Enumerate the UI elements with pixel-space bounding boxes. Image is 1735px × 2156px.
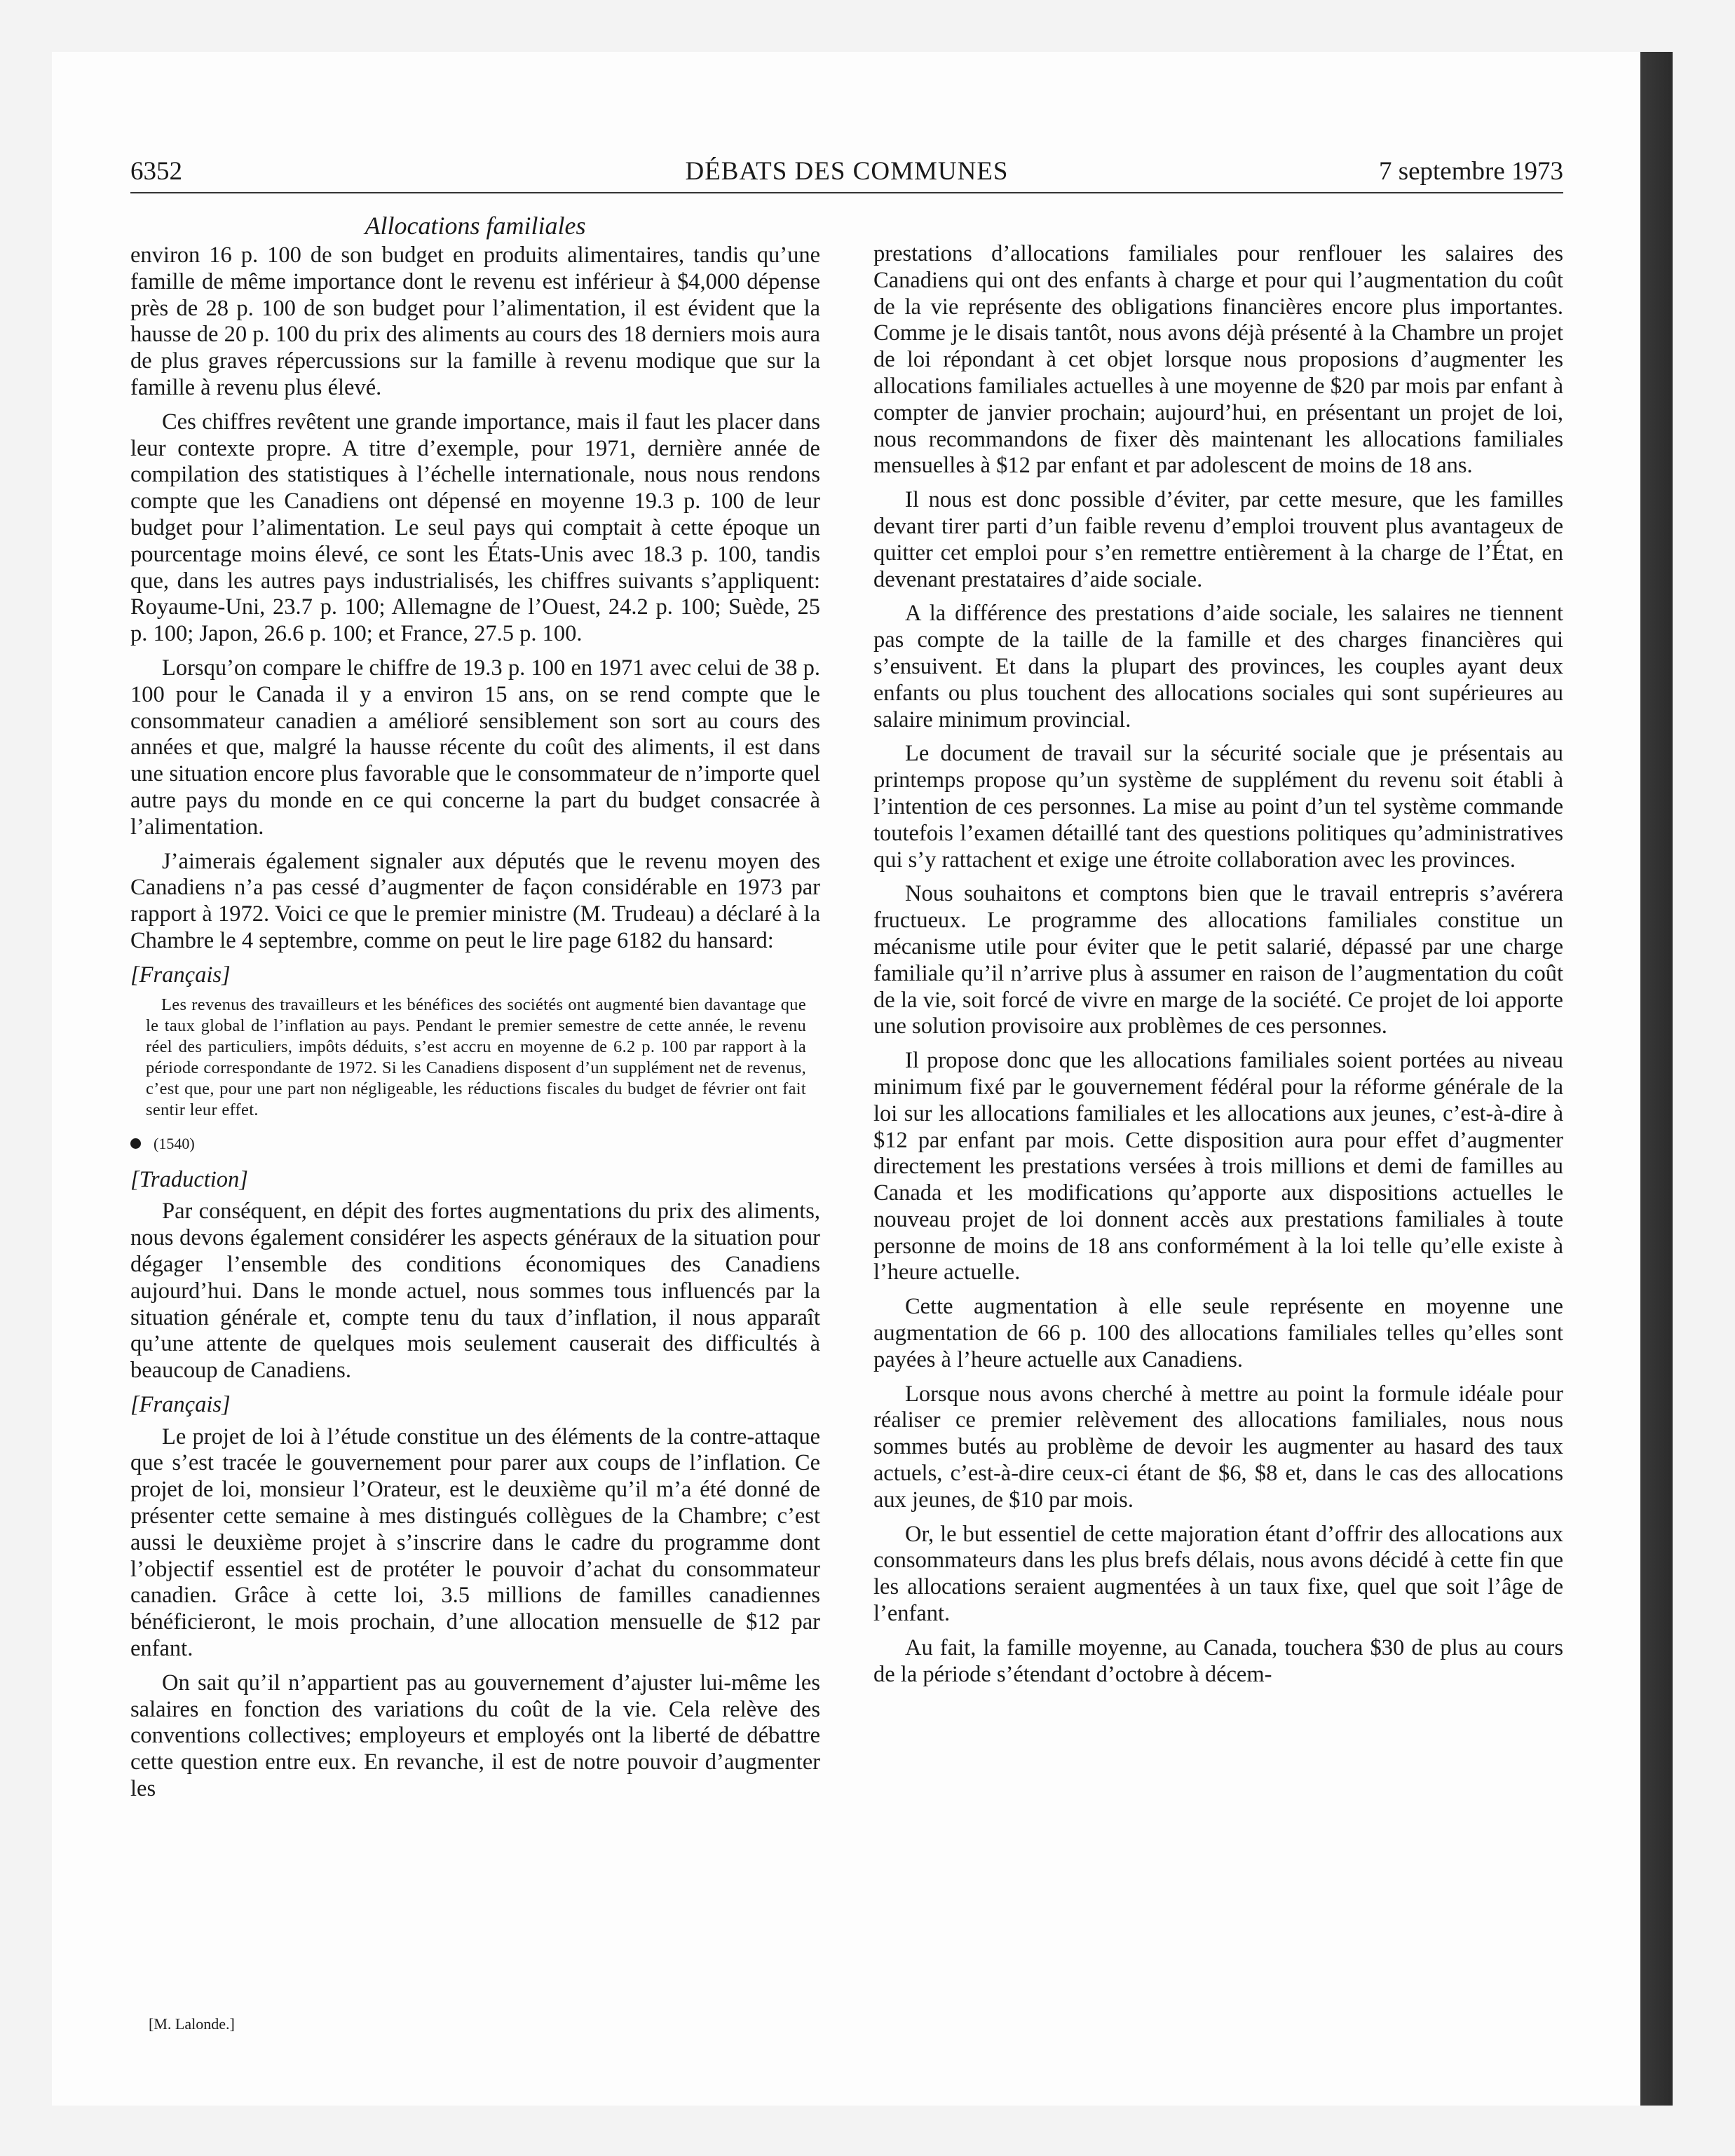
speaker-attribution: [M. Lalonde.] — [149, 2015, 235, 2033]
paragraph: Le projet de loi à l’étude constitue un des éléments de la contre-attaque que s’est tracée le gouvernement pour parer aux coups de l’inflation. Ce projet de loi, monsieur l’Orateur, est le deuxième qu’il m’a été donné de présenter cette semaine à mes distingués collègues de la Chambre; c’est aussi le deuxième projet à s’inscrire dans le cadre du programme dont l’objectif essentiel est de protéter le pouvoir d’achat du consommateur canadien. Grâce à cette loi, 3.5 millions de familles canadiennes bénéficieront, le mois prochain, d’une allocation mensuelle de $12 par enfant. — [130, 1424, 820, 1662]
language-marker: [Français] — [130, 1391, 231, 1417]
paragraph: Il nous est donc possible d’éviter, par cette mesure, que les familles devant tirer parti d’un faible revenu d’emploi trouvent plus avantageux de quitter cet emploi pour s’en remettre entièrement à la charge de l’État, en devenant prestataires d’aide sociale. — [873, 487, 1563, 592]
paragraph: Ces chiffres revêtent une grande importance, mais il faut les placer dans leur contexte propre. A titre d’exemple, pour 1971, dernière année de compilation des statistiques à l’échelle internationale, nous nous rendons compte que les Canadiens ont dépensé en moyenne 19.3 p. 100 de leur budget pour l’alimentation. Le seul pays qui comptait à cette époque un pourcentage moins élevé, ce sont les États-Unis avec 18.3 p. 100, tandis que, dans les autres pays industrialisés, les chiffres suivants s’appliquent: Royaume-Uni, 23.7 p. 100; Allemagne de l’Ouest, 24.2 p. 100; Suède, 25 p. 100; Japon, 26.6 p. 100; et France, 27.5 p. 100. — [130, 409, 820, 647]
time-marker — [130, 1133, 820, 1154]
page-header — [130, 156, 1563, 193]
paragraph: Le document de travail sur la sécurité sociale que je présentais au printemps propose qu’un système de supplément du revenu soit établi à l’intention de ces personnes. La mise au point d’un tel système commande toutefois l’examen détaillé tant des questions politiques qu’administratives qui s’y rattachent et exige une étroite collaboration avec les provinces. — [873, 741, 1563, 873]
right-column — [873, 241, 1563, 1696]
left-column — [130, 243, 820, 1810]
paragraph: Lorsque nous avons cherché à mettre au point la formule idéale pour réaliser ce premier relèvement des allocations familiales, nous nous sommes butés au problème de devoir les augmenter au hasard des taux actuels, c’est-à-dire ceux-ci étant de $6, $8 et, dans le cas des allocations aux jeunes, de $10 par mois. — [873, 1381, 1563, 1513]
paragraph: Il propose donc que les allocations familiales soient portées au niveau minimum fixé par le gouvernement fédéral pour la réforme générale de la loi sur les allocations familiales et les allocations aux jeunes, c’est-à-dire à $12 par enfant par mois. Cette disposition aura pour effet d’augmenter directement les prestations versées à trois millions et demi de familles au Canada et les modifications qu’apporte aux dispositions actuelles le nouveau projet de loi donnent accès aux prestations familiales à toute personne de moins de 18 ans conformément à la loi telle qu’elle existe à l’heure actuelle. — [873, 1048, 1563, 1285]
paragraph: A la différence des prestations d’aide sociale, les salaires ne tiennent pas compte de la taille de la famille et des charges financières qui s’ensuivent. Et dans la plupart des provinces, les couples ayant deux enfants ou plus touchent des allocations sociales qui sont supérieures au salaire minimum provincial. — [873, 601, 1563, 732]
block-quote: Les revenus des travailleurs et les bénéfices des sociétés ont augmenté bien davantage que le taux global de l’inflation au pays. Pendant le premier semestre de cette année, le revenu réel des particuliers, impôts déduits, s’est accru en moyenne de 6.2 p. 100 par rapport à la période correspondante de 1972. Si les Canadiens disposent d’un supplément net de revenus, c’est que, pour une part non négligeable, les réductions fiscales du budget de février ont fait sentir leur effet. — [146, 995, 806, 1119]
paragraph: prestations d’allocations familiales pour renflouer les salaires des Canadiens qui ont des enfants à charge et pour qui l’augmentation du coût de la vie représente des obligations financières encore plus importantes. Comme je le disais tantôt, nous avons déjà présenté à la Chambre un projet de loi répondant à cet objet lorsque nous proposions d’augmenter les allocations familiales actuelles à une moyenne de $20 par mois par enfant à compter de janvier prochain; aujourd’hui, en présentant un projet de loi, nous recommandons de fixer dès maintenant les allocations familiales mensuelles à $12 par enfant et par adolescent de moins de 18 ans. — [873, 241, 1563, 479]
paragraph: On sait qu’il n’appartient pas au gouvernement d’ajuster lui-même les salaires en fonction des variations du coût de la vie. Cela relève des conventions collectives; employeurs et employés ont la liberté de débattre cette question entre eux. En revanche, il est de notre pouvoir d’augmenter les — [130, 1670, 820, 1802]
paragraph: Nous souhaitons et comptons bien que le travail entrepris s’avérera fructueux. Le programme des allocations familiales constitue un mécanisme utile pour éviter que le petit salarié, dépassé par une charge familiale qu’il n’arrive plus à assumer en raison de l’augmentation du coût de la vie, soit forcé de vivre en marge de la société. Ce projet de loi apporte une solution provisoire aux problèmes de ces personnes. — [873, 881, 1563, 1039]
time-marker-text: (1540) — [154, 1134, 195, 1152]
header-date: 7 septembre 1973 — [1378, 157, 1563, 186]
bullet-icon — [130, 1138, 141, 1149]
language-marker: [Français] — [130, 962, 231, 988]
paragraph: J’aimerais également signaler aux députés que le revenu moyen des Canadiens n’a pas cessé d’augmenter de façon considérable en 1973 par rapport à 1972. Voici ce que le premier ministre (M. Trudeau) a déclaré à la Chambre le 4 septembre, comme on peut le lire page 6182 du hansard: — [130, 848, 820, 953]
paragraph: Lorsqu’on compare le chiffre de 19.3 p. 100 en 1971 avec celui de 38 p. 100 pour le Canada il y a environ 15 ans, on se rend compte que le consommateur canadien a amélioré sensiblement son sort au cours des années et que, malgré la hausse récente du coût des aliments, il est dans une situation encore plus favorable que le consommateur de n’importe quel autre pays du monde en ce qui concerne la part du budget consacrée à l’alimentation. — [130, 655, 820, 840]
paragraph: environ 16 p. 100 de son budget en produits alimentaires, tandis qu’une famille de même importance dont le revenu est inférieur à $4,000 dépense près de 28 p. 100 de son budget pour l’alimentation, il est évident que la hausse de 20 p. 100 du prix des aliments au cours des 18 derniers mois aura de plus graves répercussions sur la famille à revenu modique que sur la famille à revenu plus élevé. — [130, 243, 820, 400]
paragraph: Par conséquent, en dépit des fortes augmentations du prix des aliments, nous devons également considérer les aspects généraux de la situation pour dégager l’ensemble des conditions économiques des Canadiens aujourd’hui. Dans le monde actuel, nous sommes tous influencés par la situation générale et, compte tenu du taux d’inflation, il nous apparaît qu’une attente de quelques mois seulement causerait des difficultés à beaucoup de Canadiens. — [130, 1199, 820, 1384]
scan-edge-shadow — [1640, 52, 1673, 2106]
paragraph: Au fait, la famille moyenne, au Canada, touchera $30 de plus au cours de la période s’étendant d’octobre à décem- — [873, 1635, 1563, 1687]
page-number: 6352 — [130, 157, 182, 186]
paragraph: Or, le but essentiel de cette majoration étant d’offrir des allocations aux consommateurs dans les plus brefs délais, nous avons décidé à cette fin que les allocations seraient augmentées à un taux fixe, quel que soit l’âge de l’enfant. — [873, 1521, 1563, 1627]
section-title: Allocations familiales — [365, 212, 586, 240]
publication-title: DÉBATS DES COMMUNES — [685, 157, 1009, 186]
language-marker: [Traduction] — [130, 1166, 248, 1192]
paragraph: Cette augmentation à elle seule représente en moyenne une augmentation de 66 p. 100 des allocations familiales telles qu’elles sont payées à l’heure actuelle aux Canadiens. — [873, 1294, 1563, 1372]
